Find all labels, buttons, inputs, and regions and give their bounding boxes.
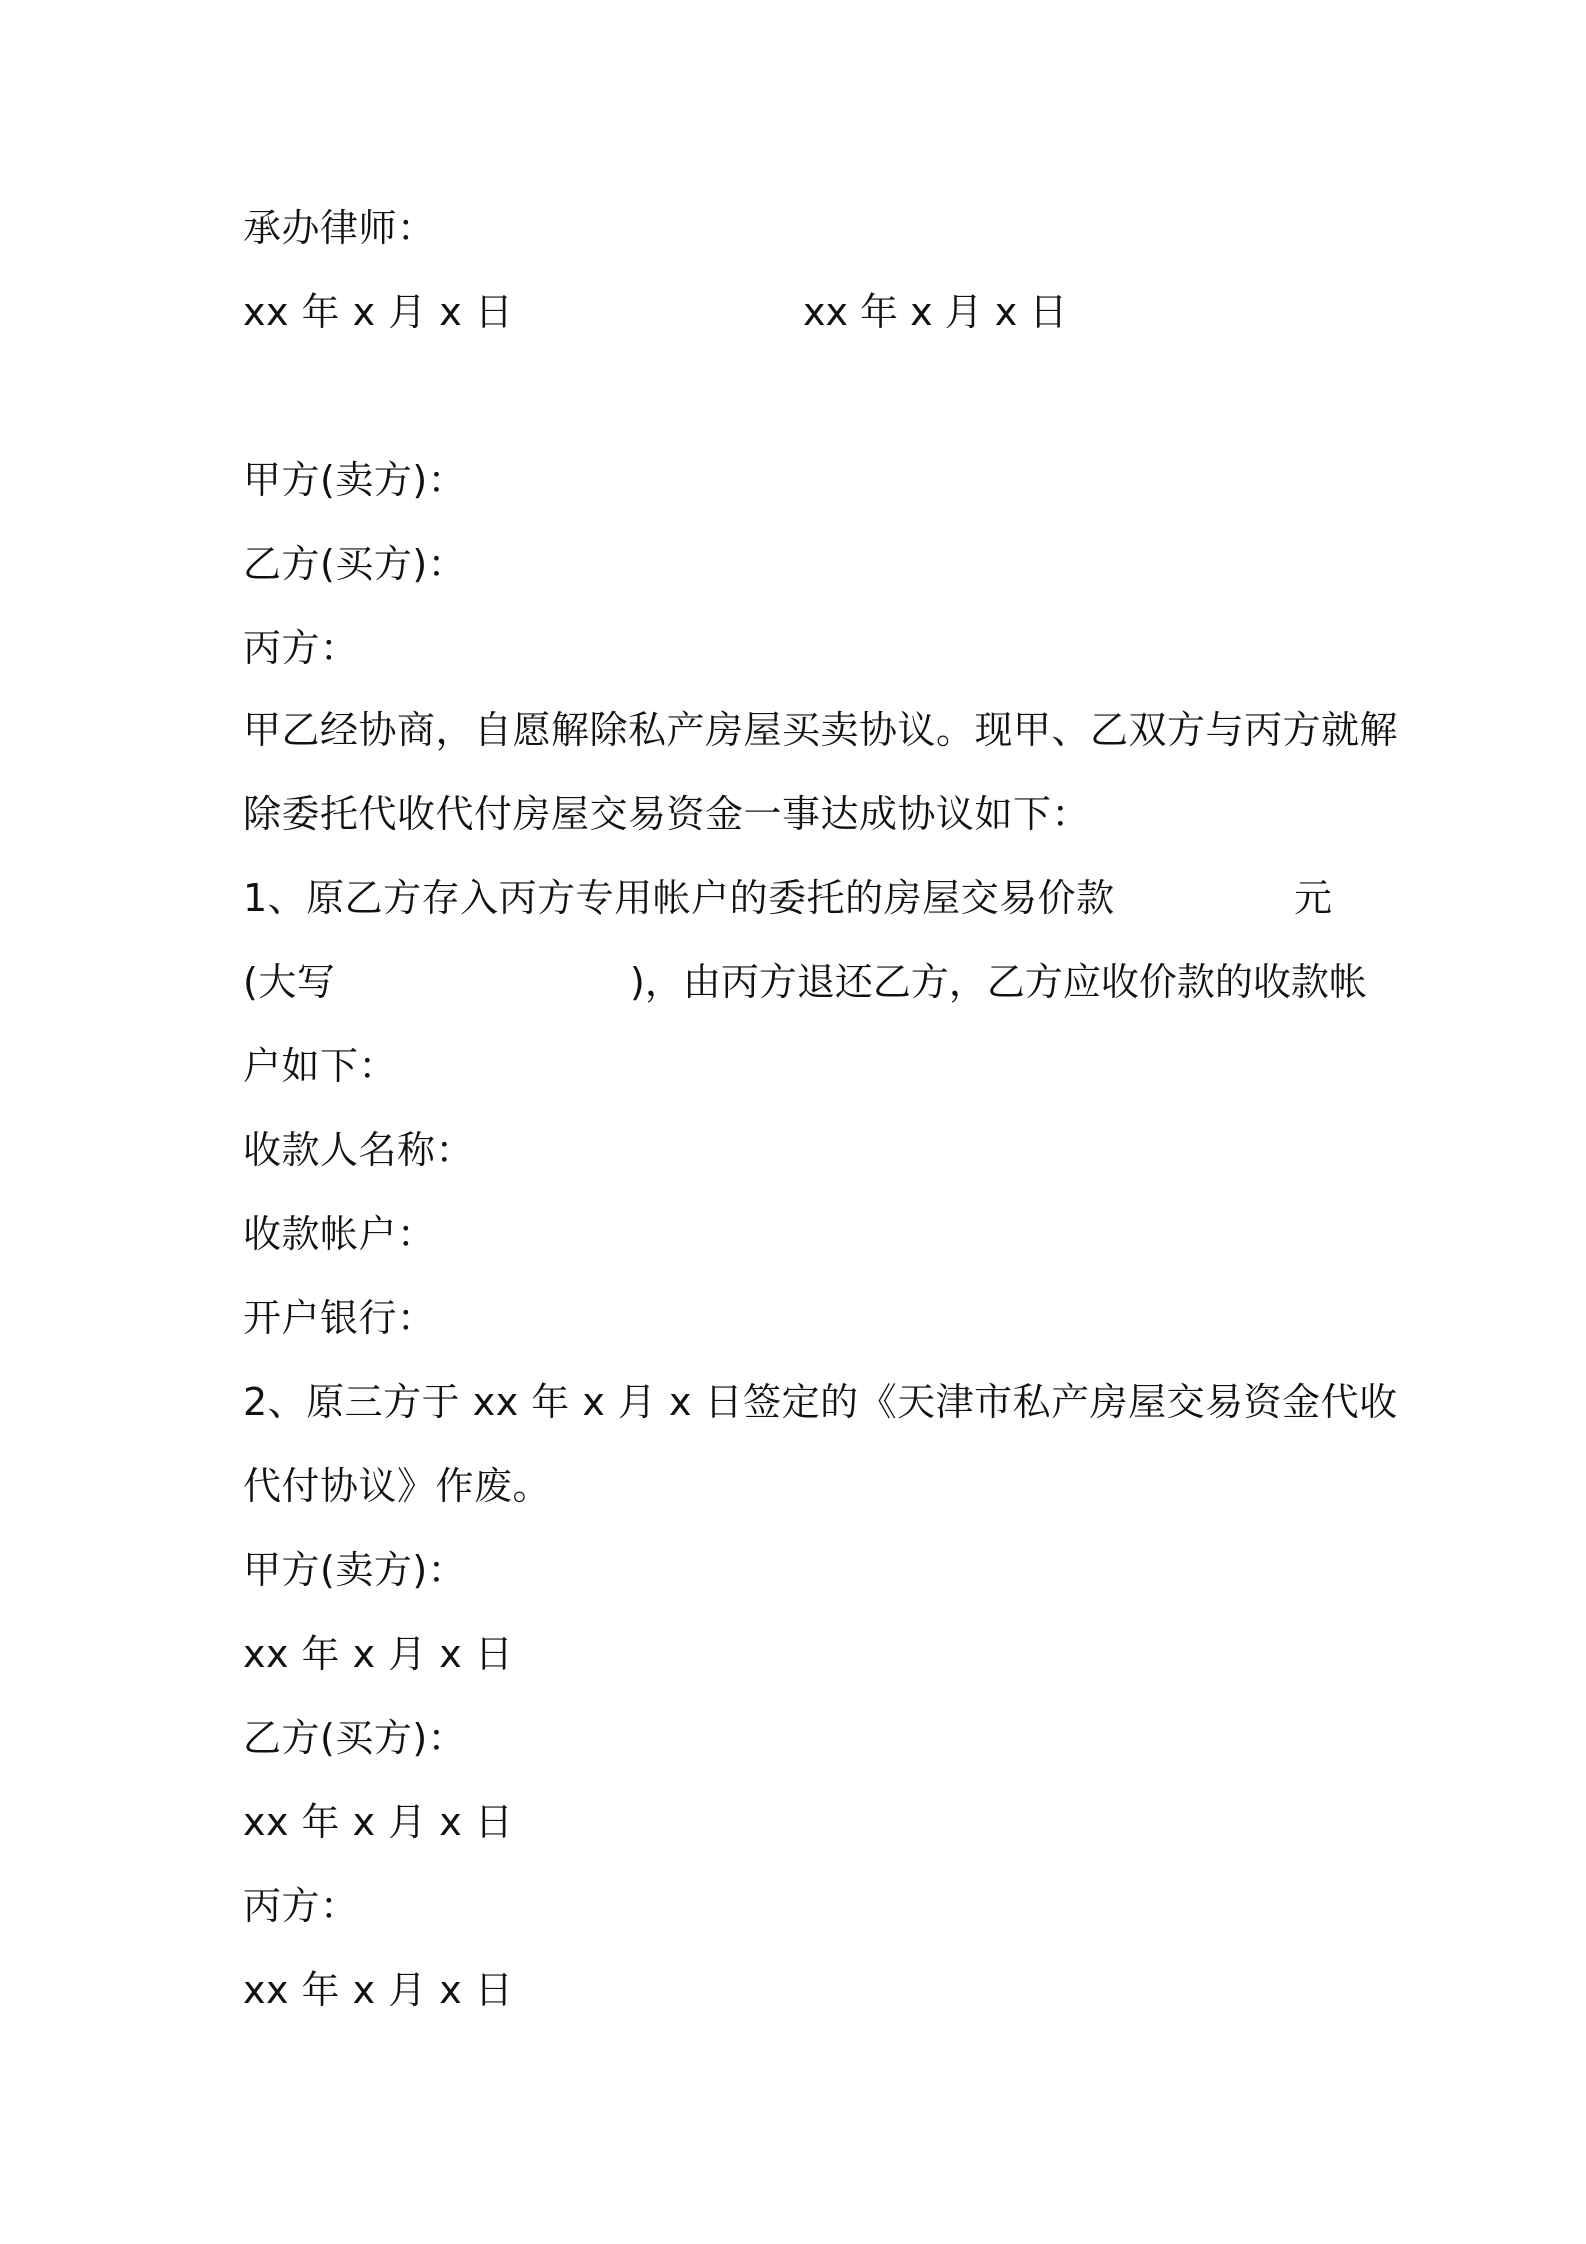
party-b-label: 乙方(买方)： [243,542,467,586]
party-a-label: 甲方(卖方)： [243,458,467,502]
date-left: xx 年 x 月 x 日 [243,290,514,334]
clause-1-line-2-end: )，由丙方退还乙方，乙方应收价款的收款帐 [630,960,1367,1004]
sign-party-b-label: 乙方(买方)： [243,1716,467,1760]
sign-party-b-date: xx 年 x 月 x 日 [243,1800,514,1844]
clause-1-line-1: 1、原乙方存入丙方专用帐户的委托的房屋交易价款 [243,876,1115,920]
date-right: xx 年 x 月 x 日 [803,290,1068,334]
clause-1-line-3: 户如下： [243,1044,398,1088]
clause-2-line-2: 代付协议》作废。 [243,1464,552,1508]
sign-party-a-label: 甲方(卖方)： [243,1548,467,1592]
clause-2-line-1: 2、原三方于 xx 年 x 月 x 日签定的《天津市私产房屋交易资金代收 [243,1380,1398,1424]
sign-party-a-date: xx 年 x 月 x 日 [243,1632,514,1676]
payee-name-label: 收款人名称： [243,1128,475,1172]
clause-1-yuan: 元 [1294,876,1333,920]
sign-party-c-label: 丙方： [243,1884,359,1928]
intro-line-2: 除委托代收代付房屋交易资金一事达成协议如下： [243,792,1091,836]
intro-line-1: 甲乙经协商，自愿解除私产房屋买卖协议。现甲、乙双方与丙方就解 [243,708,1399,752]
payee-account-label: 收款帐户： [243,1212,436,1256]
bank-label: 开户银行： [243,1296,436,1340]
sign-party-c-date: xx 年 x 月 x 日 [243,1968,514,2012]
lawyer-label: 承办律师： [243,206,436,250]
party-c-label: 丙方： [243,626,359,670]
clause-1-line-2-start: (大写 [243,960,336,1004]
